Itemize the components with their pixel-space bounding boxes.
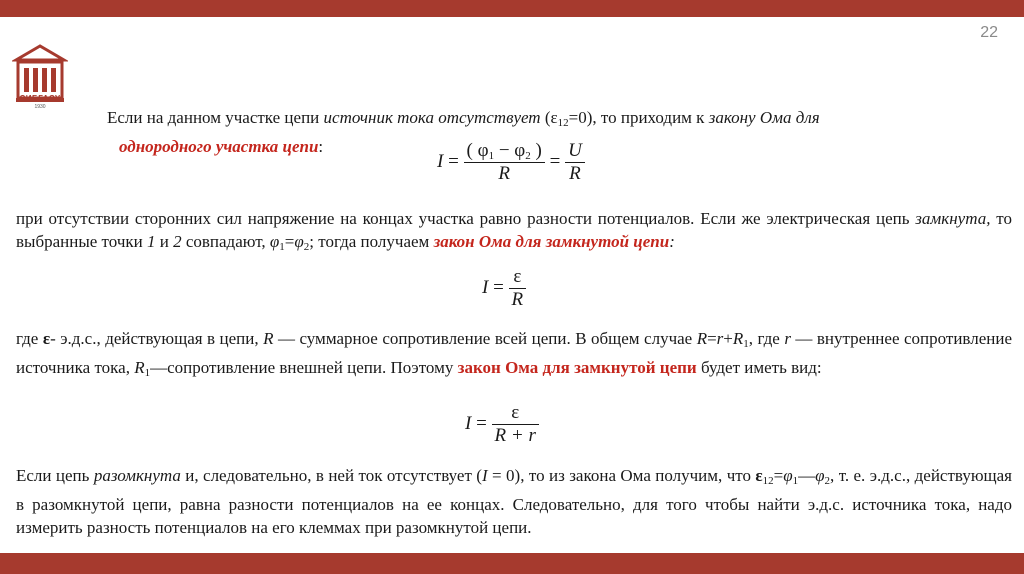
subscript: 12	[762, 475, 774, 487]
bottom-accent-bar	[0, 553, 1024, 574]
text: =	[707, 329, 717, 348]
highlight-red: закон Ома для замкнутой цепи	[433, 232, 670, 251]
text-italic: :	[669, 232, 675, 251]
num-part: )	[530, 140, 542, 161]
formula-denominator: R + r	[492, 424, 539, 447]
subscript: 12	[557, 117, 569, 129]
text: =	[284, 232, 295, 251]
text-italic: φ	[783, 466, 793, 485]
formula-lhs: I	[465, 412, 472, 434]
page-number: 22	[980, 24, 998, 41]
formula-denominator: R	[464, 162, 545, 185]
text: =	[773, 466, 784, 485]
formula-numerator	[464, 140, 545, 162]
text: Если цепь	[16, 466, 94, 485]
text-italic: источник тока отсутствует	[323, 108, 541, 127]
text: (ε	[540, 108, 558, 127]
subscript: 1	[144, 367, 151, 379]
text-italic: 2	[173, 232, 182, 251]
text: при отсутствии сторонних сил напряжение на концах участка равно разности потенциалов. Если же электрическая цепь	[16, 209, 916, 228]
formula-fraction	[565, 140, 585, 185]
formula-fraction	[509, 266, 527, 311]
formula-numerator: ε	[513, 266, 522, 287]
text: и	[155, 232, 174, 251]
subscript: 1	[743, 338, 749, 350]
text-italic: 1	[146, 232, 156, 251]
highlight-red: Ома	[500, 358, 543, 377]
text: будет иметь вид:	[696, 358, 822, 377]
text: — суммарное сопротивление всей цепи. В общем случае	[273, 329, 697, 348]
text: ; тогда получаем	[309, 232, 434, 251]
text: = 0), то из закона Ома получим, что	[487, 466, 756, 485]
text-italic: r	[716, 329, 724, 348]
text-italic: φ	[815, 466, 825, 485]
text-italic: для	[791, 108, 820, 127]
text-italic: замкнута,	[915, 209, 991, 228]
text-italic: R	[696, 329, 708, 348]
formula-ohm-homogeneous	[437, 140, 585, 185]
text: совпадают,	[181, 232, 270, 251]
paragraph-open-circuit	[16, 464, 1012, 539]
formula-fraction	[492, 402, 539, 447]
formula-ohm-internal-resistance	[465, 402, 539, 447]
text-italic: φ	[269, 232, 280, 251]
subscript: 2	[824, 475, 831, 487]
text: =0), то приходим к	[568, 108, 709, 127]
formula-eq: =	[448, 150, 459, 172]
formula-numerator: ε	[511, 402, 520, 423]
paragraph-emf-definition	[16, 327, 1012, 385]
formula-numerator: U	[568, 140, 582, 161]
highlight-red: для замкнутой цепи	[542, 358, 697, 377]
formula-fraction	[464, 140, 545, 185]
text-italic: закону Ома	[708, 108, 792, 127]
text: —сопротивление внешней цепи. Поэтому	[150, 358, 458, 377]
text-italic: разомкнута	[93, 466, 181, 485]
logo-text: СИБГАСУ	[19, 94, 61, 103]
formula-lhs: I	[437, 150, 444, 172]
text-italic: R	[263, 329, 274, 348]
highlight-red: однородного участка цепи	[119, 137, 319, 156]
num-sub: 2	[525, 150, 531, 162]
logo-year: 1930	[34, 104, 46, 110]
num-part: − φ	[494, 140, 526, 161]
text: :	[318, 137, 324, 156]
top-accent-bar	[0, 0, 1024, 17]
subscript: 2	[303, 241, 310, 253]
text-italic: R	[732, 329, 744, 348]
formula-eq: =	[493, 276, 504, 298]
text: — внутреннее сопротивление источника тока,	[16, 329, 1012, 377]
text: то выбранные точки	[16, 209, 1012, 251]
text-italic: φ	[294, 232, 304, 251]
text: , т. е. э.д.с., действующая в разомкнутой цепи, равна разности потенциалов на ее концах. Следовательно, для того чтобы найти э.д.с. источника тока, надо измерить разность потенциалов на его клеммах при разомкнутой цепи.	[16, 466, 1012, 537]
formula-lhs: I	[482, 276, 489, 298]
text-italic: R	[134, 358, 145, 377]
text: и, следовательно, в ней ток отсутствует (	[180, 466, 482, 485]
text-bold: ε	[42, 329, 51, 348]
formula-eq: =	[549, 150, 561, 172]
text: , где	[748, 329, 785, 348]
text-italic: I	[481, 466, 488, 485]
text: - э.д.с., действующая в цепи,	[50, 329, 264, 348]
text: где	[16, 329, 43, 348]
subscript: 1	[279, 241, 285, 253]
text-italic: r	[784, 329, 791, 348]
text: —	[798, 466, 816, 485]
formula-denominator: R	[565, 162, 585, 185]
highlight-red: закон	[457, 358, 501, 377]
num-sub: 1	[488, 150, 495, 162]
formula-eq: =	[476, 412, 487, 434]
formula-ohm-closed	[482, 266, 526, 311]
formula-denominator: R	[509, 288, 527, 311]
subscript: 1	[792, 475, 799, 487]
text: +	[723, 329, 733, 348]
paragraph-closed-circuit	[16, 207, 1012, 259]
text: Если на данном участке цепи	[107, 108, 324, 127]
text-bold: ε	[755, 466, 763, 485]
num-part: ( φ	[466, 140, 489, 161]
